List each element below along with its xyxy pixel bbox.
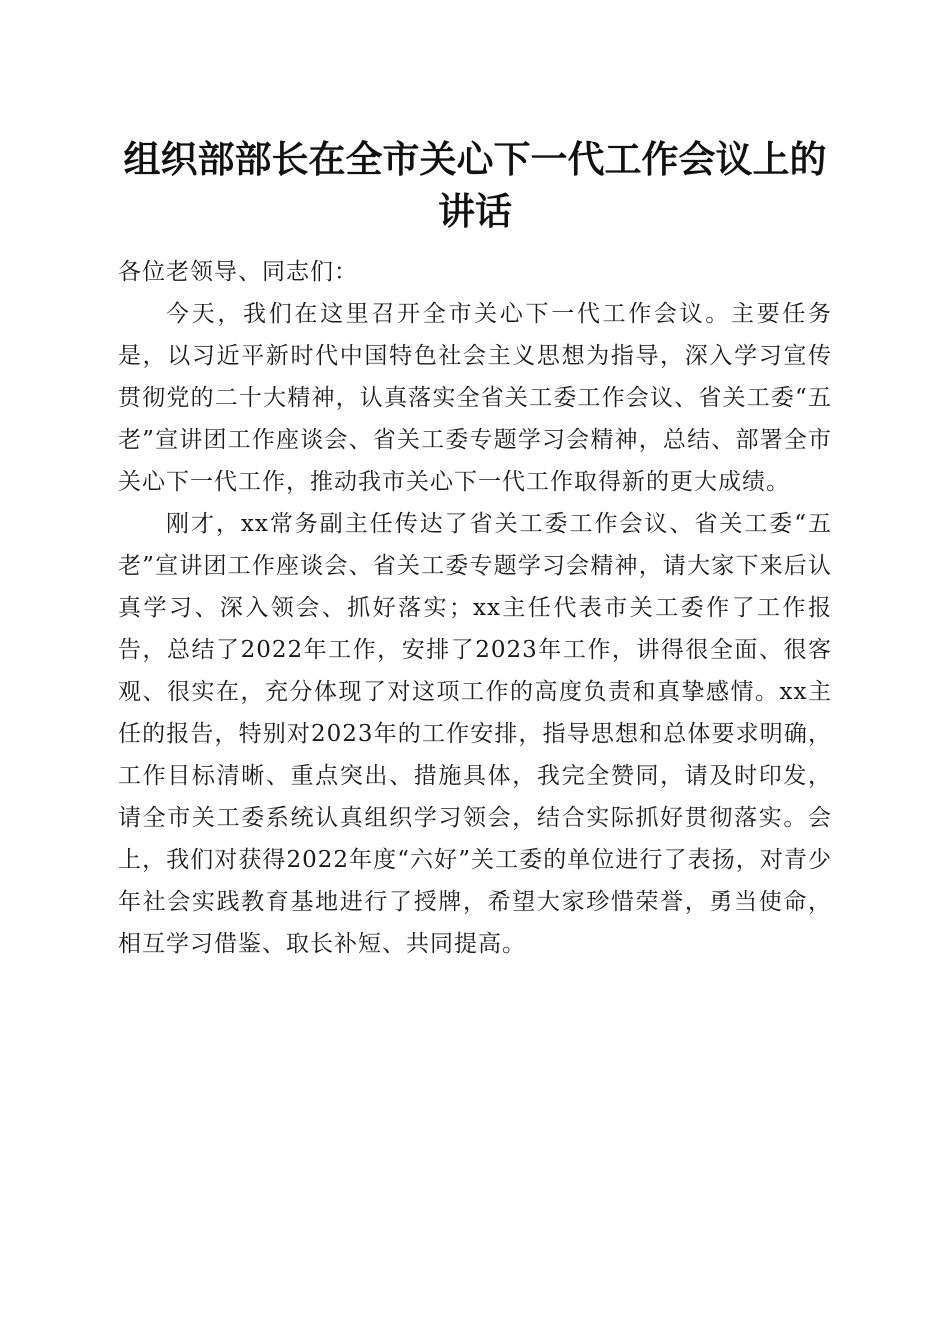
document-body [118, 251, 832, 965]
salutation: 各位老领导、同志们： [118, 259, 358, 285]
document-title: 组织部部长在全市关心下一代工作会议上的讲话 [123, 137, 827, 233]
paragraph-2: 刚才，xx常务副主任传达了省关工委工作会议、省关工委“五老”宣讲团工作座谈会、省关工委专题学习会精神，请大家下来后认真学习、深入领会、抓好落实；xx主任代表市关工委作了工作报告，总结了2022年工作，安排了2023年工作，讲得很全面、很客观、很实在，充分体现了对这项工作的高度负责和真挚感情。xx主任的报告，特别对2023年的工作安排，指导思想和总体要求明确，工作目标清晰、重点突出、措施具体，我完全赞同，请及时印发，请全市关工委系统认真组织学习领会，结合实际抓好贯彻落实。会上，我们对获得2022年度“六好”关工委的单位进行了表扬，对青少年社会实践教育基地进行了授牌，希望大家珍惜荣誉，勇当使命，相互学习借鉴、取长补短、共同提高。 [118, 511, 832, 957]
paragraph-1: 今天，我们在这里召开全市关心下一代工作会议。主要任务是，以习近平新时代中国特色社会主义思想为指导，深入学习宣传贯彻党的二十大精神，认真落实全省关工委工作会议、省关工委“五老”宣讲团工作座谈会、省关工委专题学习会精神，总结、部署全市关心下一代工作，推动我市关心下一代工作取得新的更大成绩。 [118, 301, 832, 495]
